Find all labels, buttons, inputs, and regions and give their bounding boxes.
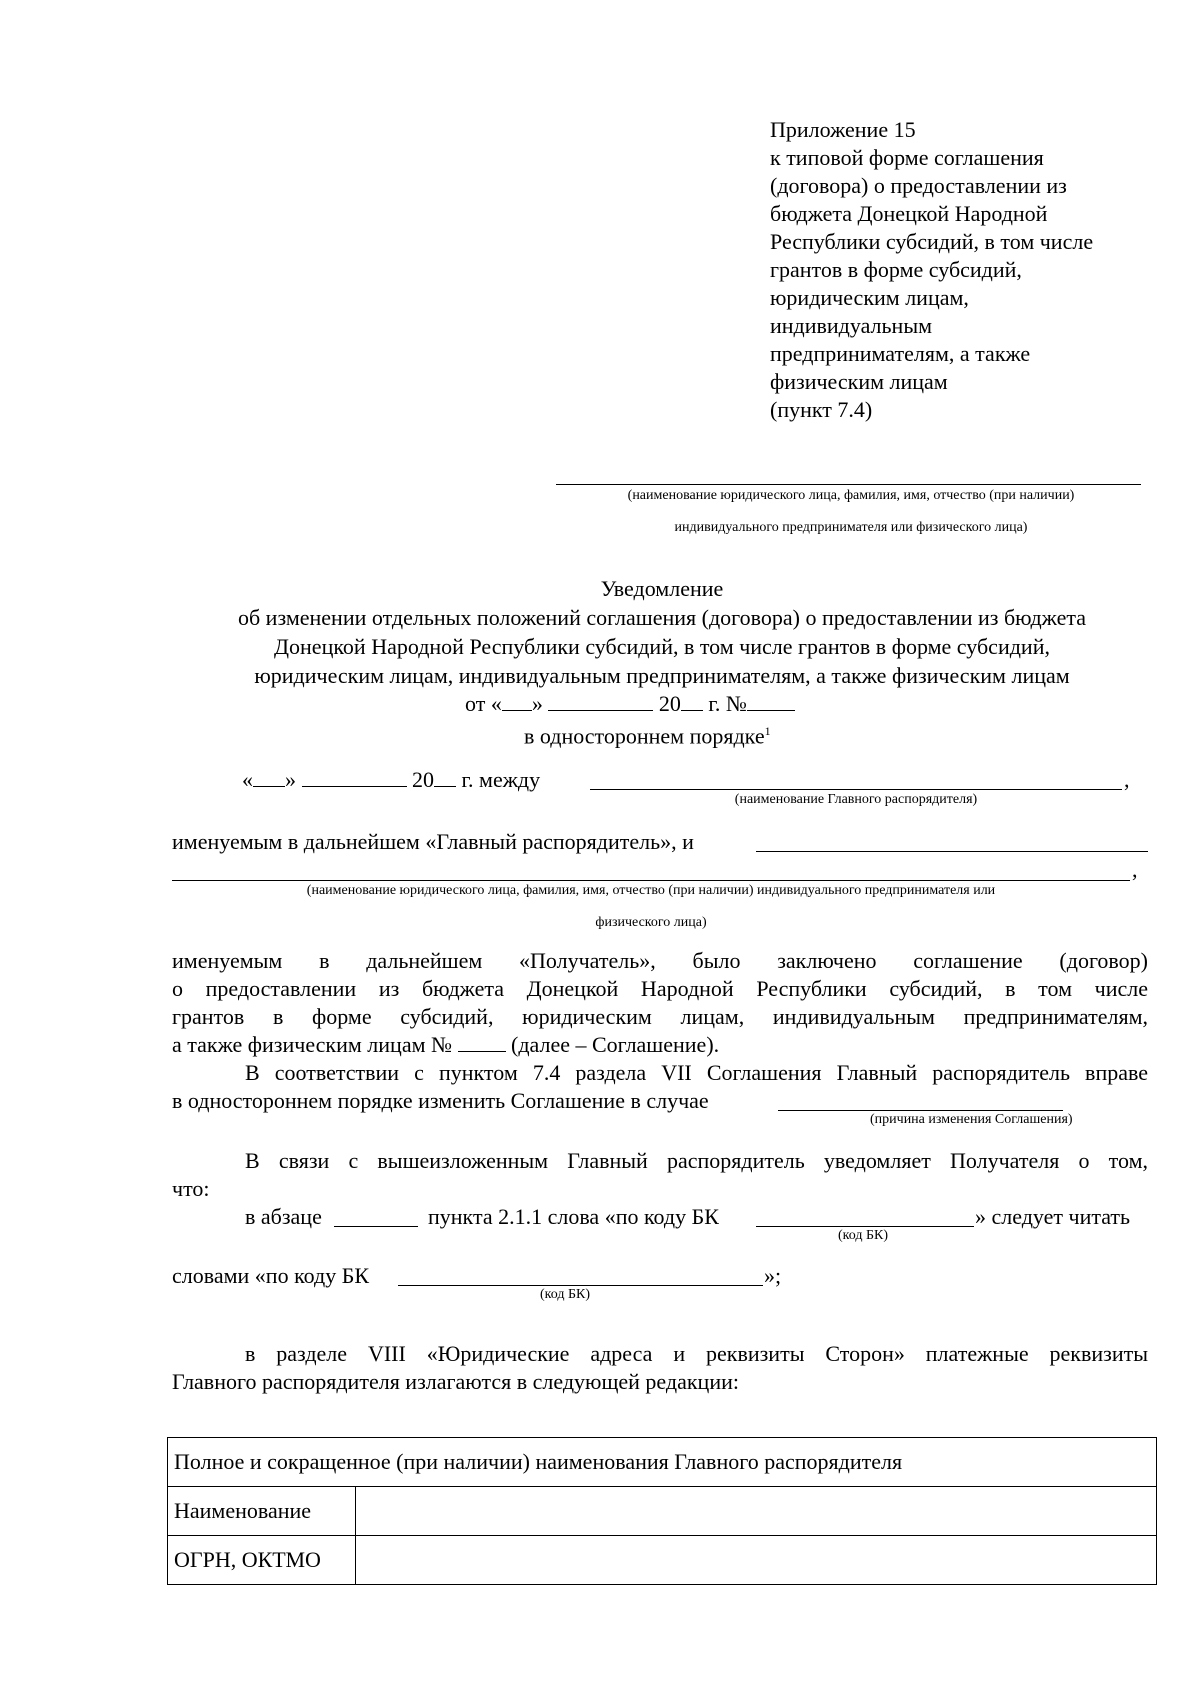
agreement-year-field[interactable]: [434, 766, 456, 787]
addressee-caption: индивидуального предпринимателя или физического лица): [674, 520, 1028, 535]
kbk-caption: (код БК): [838, 1228, 889, 1243]
comma: ,: [1132, 857, 1138, 882]
body-line: В связи с вышеизложенным Главный распорядитель уведомляет Получателя о том,: [245, 1148, 1148, 1173]
kbk-caption: (код БК): [540, 1287, 591, 1302]
main-distributor-field[interactable]: [590, 789, 1122, 790]
new-kbk-field[interactable]: [398, 1285, 763, 1286]
body-line: В соответствии с пунктом 7.4 раздела VII Соглашения Главный распорядитель вправе: [245, 1060, 1148, 1085]
title-line: Донецкой Народной Республики субсидий, в том числе грантов в форме субсидий,: [274, 634, 1050, 659]
agreement-date-line: « » 20 г. между: [242, 767, 541, 792]
document-title: Уведомление: [600, 576, 724, 601]
reason-caption: (причина изменения Соглашения): [870, 1112, 1073, 1127]
table-row: [168, 1487, 1157, 1536]
appendix-line: к типовой форме соглашения: [770, 145, 1044, 170]
body-line: пункта 2.1.1 слова «по коду БК: [428, 1204, 719, 1229]
title-line: в одностороннем порядке$^1$: [524, 723, 771, 749]
requisites-table: [167, 1437, 1157, 1585]
addressee-caption: (наименование юридического лица, фамилия, имя, отчество (при наличии): [627, 488, 1075, 503]
appendix-line: индивидуальным: [770, 313, 933, 338]
appendix-line: Приложение 15: [770, 117, 916, 142]
appendix-line: (пункт 7.4): [770, 397, 873, 422]
agreement-number-field[interactable]: [458, 1031, 506, 1052]
number-field[interactable]: [747, 690, 795, 711]
table-value-cell[interactable]: [356, 1536, 1157, 1585]
body-line: именуемым в дальнейшем «Получатель», было заключено соглашение (договор): [172, 948, 1148, 973]
table-value-cell[interactable]: [356, 1487, 1157, 1536]
table-row: [168, 1536, 1157, 1585]
body-line: в разделе VIII «Юридические адреса и реквизиты Сторон» платежные реквизиты: [245, 1341, 1148, 1366]
body-line: что:: [172, 1176, 210, 1201]
appendix-line: предпринимателям, а также: [770, 341, 1031, 366]
recipient-caption: физического лица): [595, 915, 707, 930]
appendix-line: юридическим лицам,: [770, 285, 969, 310]
body-line: в одностороннем порядке изменить Соглашение в случае: [172, 1088, 709, 1113]
table-header-row: [168, 1438, 1157, 1487]
recipient-field-continued[interactable]: [172, 880, 1130, 881]
addressee-field[interactable]: [556, 484, 1141, 485]
appendix-line: (договора) о предоставлении из: [770, 173, 1067, 198]
agreement-month-field[interactable]: [302, 766, 407, 787]
appendix-line: Республики субсидий, в том числе: [770, 229, 1094, 254]
table-header-cell: Полное и сокращенное (при наличии) наименования Главного распорядителя: [168, 1438, 1157, 1487]
day-field[interactable]: [502, 690, 532, 711]
reason-field[interactable]: [778, 1110, 1063, 1111]
body-line: в абзаце: [245, 1204, 322, 1229]
title-date-line: от « » 20 г. №: [465, 690, 795, 718]
recipient-caption: (наименование юридического лица, фамилия, имя, отчество (при наличии) индивидуального предпринимателя или: [306, 883, 996, 898]
agreement-day-field[interactable]: [253, 766, 285, 787]
recipient-field[interactable]: [756, 851, 1148, 852]
month-field[interactable]: [548, 690, 653, 711]
title-line: об изменении отдельных положений соглашения (договора) о предоставлении из бюджета: [237, 605, 1087, 630]
body-line: о предоставлении из бюджета Донецкой Народной Республики субсидий, в том числе: [172, 976, 1148, 1001]
body-line: » следует читать: [975, 1204, 1131, 1229]
appendix-line: грантов в форме субсидий,: [770, 257, 1022, 282]
body-line: словами «по коду БК: [172, 1263, 370, 1288]
body-line: Главного распорядителя излагаются в следующей редакции:: [172, 1369, 739, 1394]
main-distributor-caption: (наименование Главного распорядителя): [734, 792, 978, 807]
body-line: а также физическим лицам № (далее – Соглашение).: [172, 1032, 720, 1057]
paragraph-number-field[interactable]: [334, 1226, 418, 1227]
appendix-line: физическим лицам: [770, 369, 948, 394]
appendix-line: бюджета Донецкой Народной: [770, 201, 1048, 226]
body-line: грантов в форме субсидий, юридическим лицам, индивидуальным предпринимателям,: [172, 1004, 1148, 1029]
table-label-cell: ОГРН, ОКТМО: [168, 1536, 356, 1585]
year-field[interactable]: [681, 690, 703, 711]
body-line: »;: [764, 1263, 782, 1288]
named-main-text: именуемым в дальнейшем «Главный распорядитель», и: [172, 829, 694, 854]
footnote-mark: 1: [764, 724, 771, 738]
title-line: юридическим лицам, индивидуальным предпринимателям, а также физическим лицам: [254, 663, 1070, 688]
old-kbk-field[interactable]: [756, 1226, 974, 1227]
comma: ,: [1124, 767, 1130, 792]
table-label-cell: Наименование: [168, 1487, 356, 1536]
